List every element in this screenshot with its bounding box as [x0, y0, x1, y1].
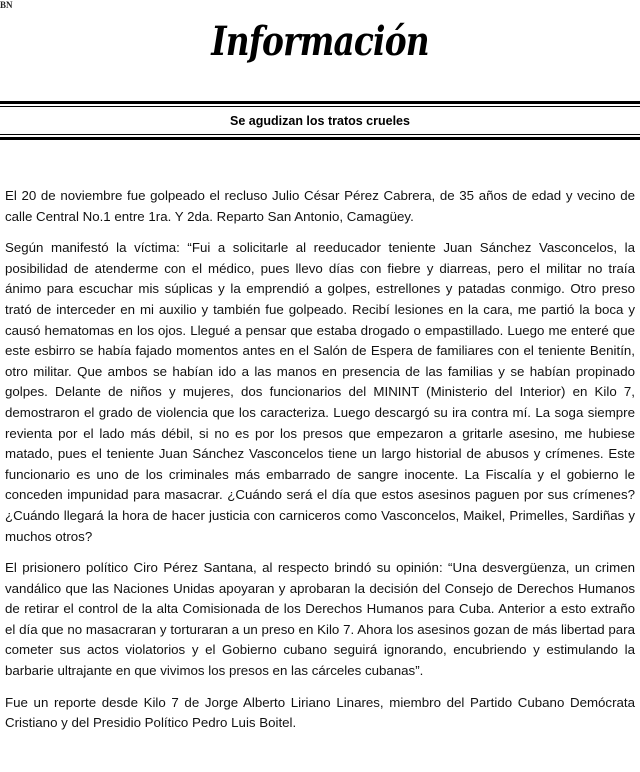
header-rule-top-thin — [0, 106, 640, 107]
corner-mark: BN — [0, 0, 13, 10]
article-paragraph: El prisionero político Ciro Pérez Santana, al respecto brindó su opinión: “Una desvergüenza, un crimen vandálico que las Naciones Unidas apoyaran y aprobaran la decisión del Consejo de Derechos Humanos de retirar el control de la alta Comisionada de los Derechos Humanos para Cuba. Anterior a esto extraño el día que no masacraran y torturaran a un preso en Kilo 7. Ahora los asesinos gozan de más libertad para cometer sus actos violatorios y el Gobierno cubano seguirá ignorando, encubriendo y estimulando la barbarie ultrajante en que vivimos los presos en las cárceles cubanas”. — [5, 560, 635, 679]
article-paragraph: Según manifestó la víctima: “Fui a solicitarle al reeducador teniente Juan Sánchez Vasconcelos, la posibilidad de atenderme con el médico, pues llevo días con fiebre y diarreas, pero el militar no traía ánimo para escuchar mis súplicas y la emprendió a golpes, estrellones y patadas conmigo. Otro preso trató de interceder en mi auxilio y también fue golpeado. Recibí lesiones en la cara, me partió la boca y causó hematomas en los ojos. Llegué a pensar que estaba drogado o empastillado. Luego me enteré que este esbirro se había fajado momentos antes en el Salón de Espera de familiares con el teniente Benitín, otro militar. Que ambos se habían ido a las manos en presencia de las familias y se habían propinado golpes. Delante de niños y mujeres, dos funcionarios del MININT (Ministerio del Interior) en Kilo 7, demostraron el grado de violencia que los caracteriza. Luego descargó su ira contra mí. La soga siempre revienta por el lado más débil, si no es por los presos que empezaron a gritarle asesino, me hubiese matado, pues el teniente Juan Sánchez Vasconcelos tiene un largo historial de abusos y crímenes. Este funcionario es uno de los criminales más embarrado de sangre inocente. La Fiscalía y el gobierno le conceden impunidad para masacrar. ¿Cuándo será el día que estos asesinos paguen por sus crímenes? ¿Cuándo llegará la hora de hacer justicia con carniceros como Vasconcelos, Maikel, Primelles, Sardiñas y muchos otros? — [5, 240, 635, 544]
masthead-title: Información — [211, 18, 429, 65]
article-body — [5, 186, 635, 734]
header-rule-top-thick — [0, 101, 640, 104]
header-rule-bottom-thick — [0, 137, 640, 140]
section-title: Se agudizan los tratos crueles — [230, 114, 410, 128]
article-paragraph: El 20 de noviembre fue golpeado el recluso Julio César Pérez Cabrera, de 35 años de edad y vecino de calle Central No.1 entre 1ra. Y 2da. Reparto San Antonio, Camagüey. — [5, 188, 635, 224]
article-paragraph: Fue un reporte desde Kilo 7 de Jorge Alberto Liriano Linares, miembro del Partido Cubano Demócrata Cristiano y del Presidio Político Pedro Luis Boitel. — [5, 694, 635, 731]
header-rule-bottom-thin — [0, 134, 640, 135]
